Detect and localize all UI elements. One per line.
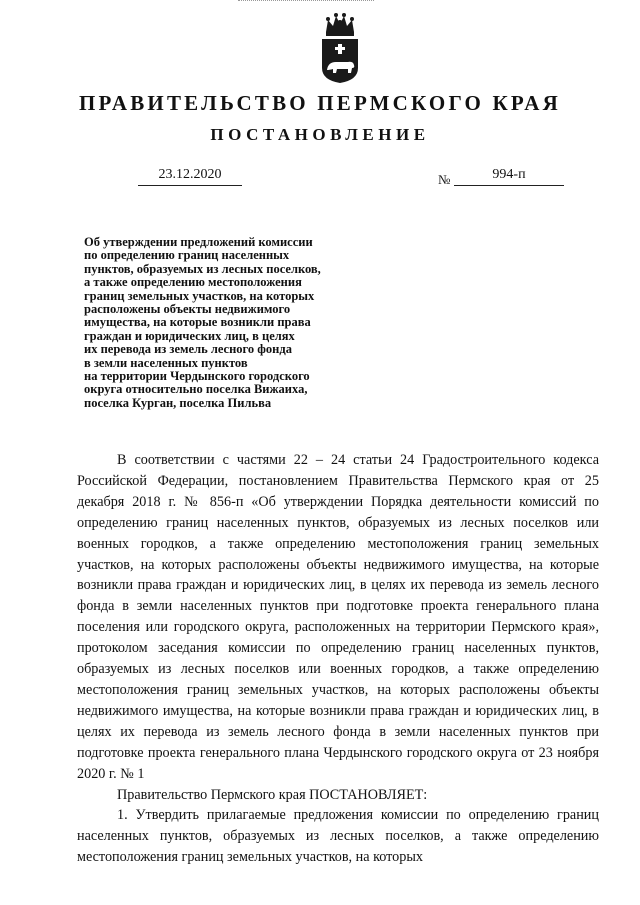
- body-paragraph-preamble: В соответствии с частями 22 – 24 статьи 24 Градостроительного кодекса Российской Федерации, постановлением Правительства Пермского края от 25 декабря 2018 г. № 856-п «Об утверждении Порядка деятельности комиссий по определению границ населенных пунктов, образуемых из лесных поселков или военных городков, а также определению местоположения границ земельных участков, на которых расположены объекты недвижимого имущества, на которые возникли права граждан и юридических лиц, в целях их перевода из земель лесного фонда в земли населенных пунктов при подготовке проекта генерального плана поселения или городского округа, расположенных на территории Пермского края», протоколом заседания комиссии по определению границ населенных пунктов, образуемых из лесных поселков или военных городков, а также определению местоположения границ земельных участков, на которых расположены объекты недвижимого имущества, на которые возникли права граждан и юридических лиц, в целях их перевода из земель лесного фонда в земли населенных пунктов при подготовке проекта генерального плана Чердынского городского округа от 23 ноября 2020 г. № 1: [77, 452, 599, 782]
- subject-line: границ земельных участков, на которых: [84, 288, 315, 303]
- number-label: №: [438, 172, 451, 187]
- subject-line: имущества, на которые возникли права: [84, 315, 311, 330]
- document-subject: [84, 236, 384, 410]
- document-date: 23.12.2020: [138, 166, 242, 186]
- subject-line: Об утверждении предложений комиссии: [84, 235, 313, 249]
- subject-line: поселка Курган, поселка Пильва: [84, 395, 272, 410]
- subject-line: граждан и юридических лиц, в целях: [84, 328, 295, 343]
- document-number: 994-п: [454, 166, 564, 186]
- document-type: ПОСТАНОВЛЕНИЕ: [210, 125, 430, 144]
- subject-line: по определению границ населенных: [84, 248, 290, 263]
- subject-line: округа относительно поселка Вижаиха,: [84, 382, 308, 397]
- subject-line: на территории Чердынского городского: [84, 369, 310, 384]
- subject-line: а также определению местоположения: [84, 275, 302, 290]
- perm-krai-coat-of-arms-icon: [318, 12, 362, 84]
- body-paragraph-item-1: 1. Утвердить прилагаемые предложения комиссии по определению границ населенных пунктов, образуемых из лесных поселков, а также определению местоположения границ земельных участков, на которых: [77, 807, 599, 866]
- subject-line: расположены объекты недвижимого: [84, 302, 291, 317]
- body-paragraph-resolution: Правительство Пермского края ПОСТАНОВЛЯЕТ:: [117, 786, 428, 803]
- government-title: ПРАВИТЕЛЬСТВО ПЕРМСКОГО КРАЯ: [78, 91, 561, 115]
- subject-line: в земли населенных пунктов: [84, 355, 248, 370]
- document-body: [77, 450, 599, 868]
- subject-line: их перевода из земель лесного фонда: [84, 342, 292, 357]
- scan-mark: [238, 0, 374, 4]
- subject-line: пунктов, образуемых из лесных поселков,: [84, 261, 321, 276]
